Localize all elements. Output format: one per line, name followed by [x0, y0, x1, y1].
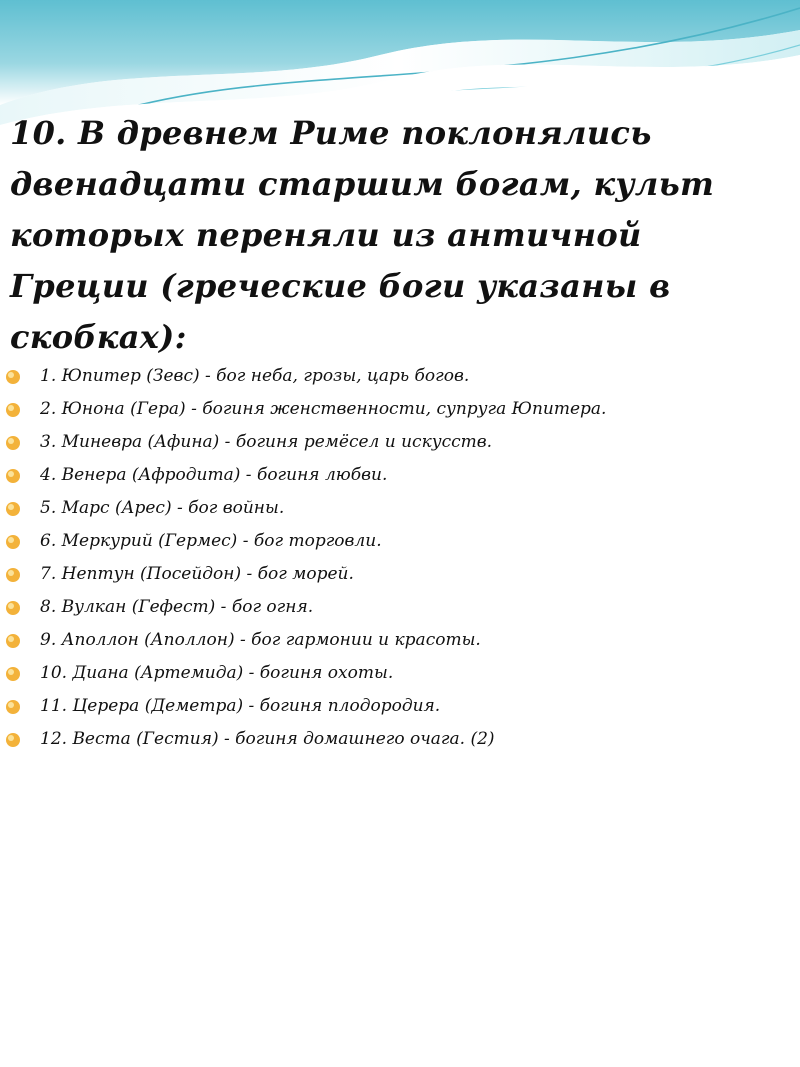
list-item-text: 8. Вулкан (Гефест) - бог огня.	[40, 597, 314, 617]
circle-bullet-icon	[5, 369, 21, 385]
circle-bullet-icon	[5, 633, 21, 649]
list-item-text: 4. Венера (Афродита) - богиня любви.	[40, 465, 388, 485]
list-item	[0, 492, 800, 525]
list-item	[0, 624, 800, 657]
circle-bullet-icon	[5, 402, 21, 418]
list-item	[0, 426, 800, 459]
list-item-text: 1. Юпитер (Зевс) - бог неба, грозы, царь богов.	[40, 366, 470, 386]
list-item	[0, 360, 800, 393]
list-item	[0, 591, 800, 624]
list-item-text: 12. Веста (Гестия) - богиня домашнего очага. (2)	[40, 729, 495, 749]
list-item	[0, 723, 800, 756]
circle-bullet-icon	[5, 567, 21, 583]
list-item	[0, 657, 800, 690]
gods-list	[0, 360, 800, 756]
list-item-text: 6. Меркурий (Гермес) - бог торговли.	[40, 531, 382, 551]
list-item-text: 7. Нептун (Посейдон) - бог морей.	[40, 564, 354, 584]
list-item-text: 10. Диана (Артемида) - богиня охоты.	[40, 663, 394, 683]
circle-bullet-icon	[5, 732, 21, 748]
slide-title: 10. В древнем Риме поклонялись двенадцати старшим богам, культ которых переняли из античной Греции (греческие боги указаны в скобках):	[10, 114, 715, 356]
list-item-text: 5. Марс (Арес) - бог войны.	[40, 498, 285, 518]
list-item-text: 11. Церера (Деметра) - богиня плодородия.	[40, 696, 441, 716]
list-item	[0, 690, 800, 723]
circle-bullet-icon	[5, 699, 21, 715]
list-item-text: 9. Аполлон (Аполлон) - бог гармонии и красоты.	[40, 630, 481, 650]
circle-bullet-icon	[5, 468, 21, 484]
circle-bullet-icon	[5, 666, 21, 682]
list-item	[0, 525, 800, 558]
circle-bullet-icon	[5, 534, 21, 550]
circle-bullet-icon	[5, 600, 21, 616]
circle-bullet-icon	[5, 435, 21, 451]
list-item	[0, 393, 800, 426]
list-item	[0, 558, 800, 591]
list-item-text: 3. Миневра (Афина) - богиня ремёсел и искусств.	[40, 432, 493, 452]
circle-bullet-icon	[5, 501, 21, 517]
list-item	[0, 459, 800, 492]
list-item-text: 2. Юнона (Гера) - богиня женственности, супруга Юпитера.	[40, 399, 607, 419]
